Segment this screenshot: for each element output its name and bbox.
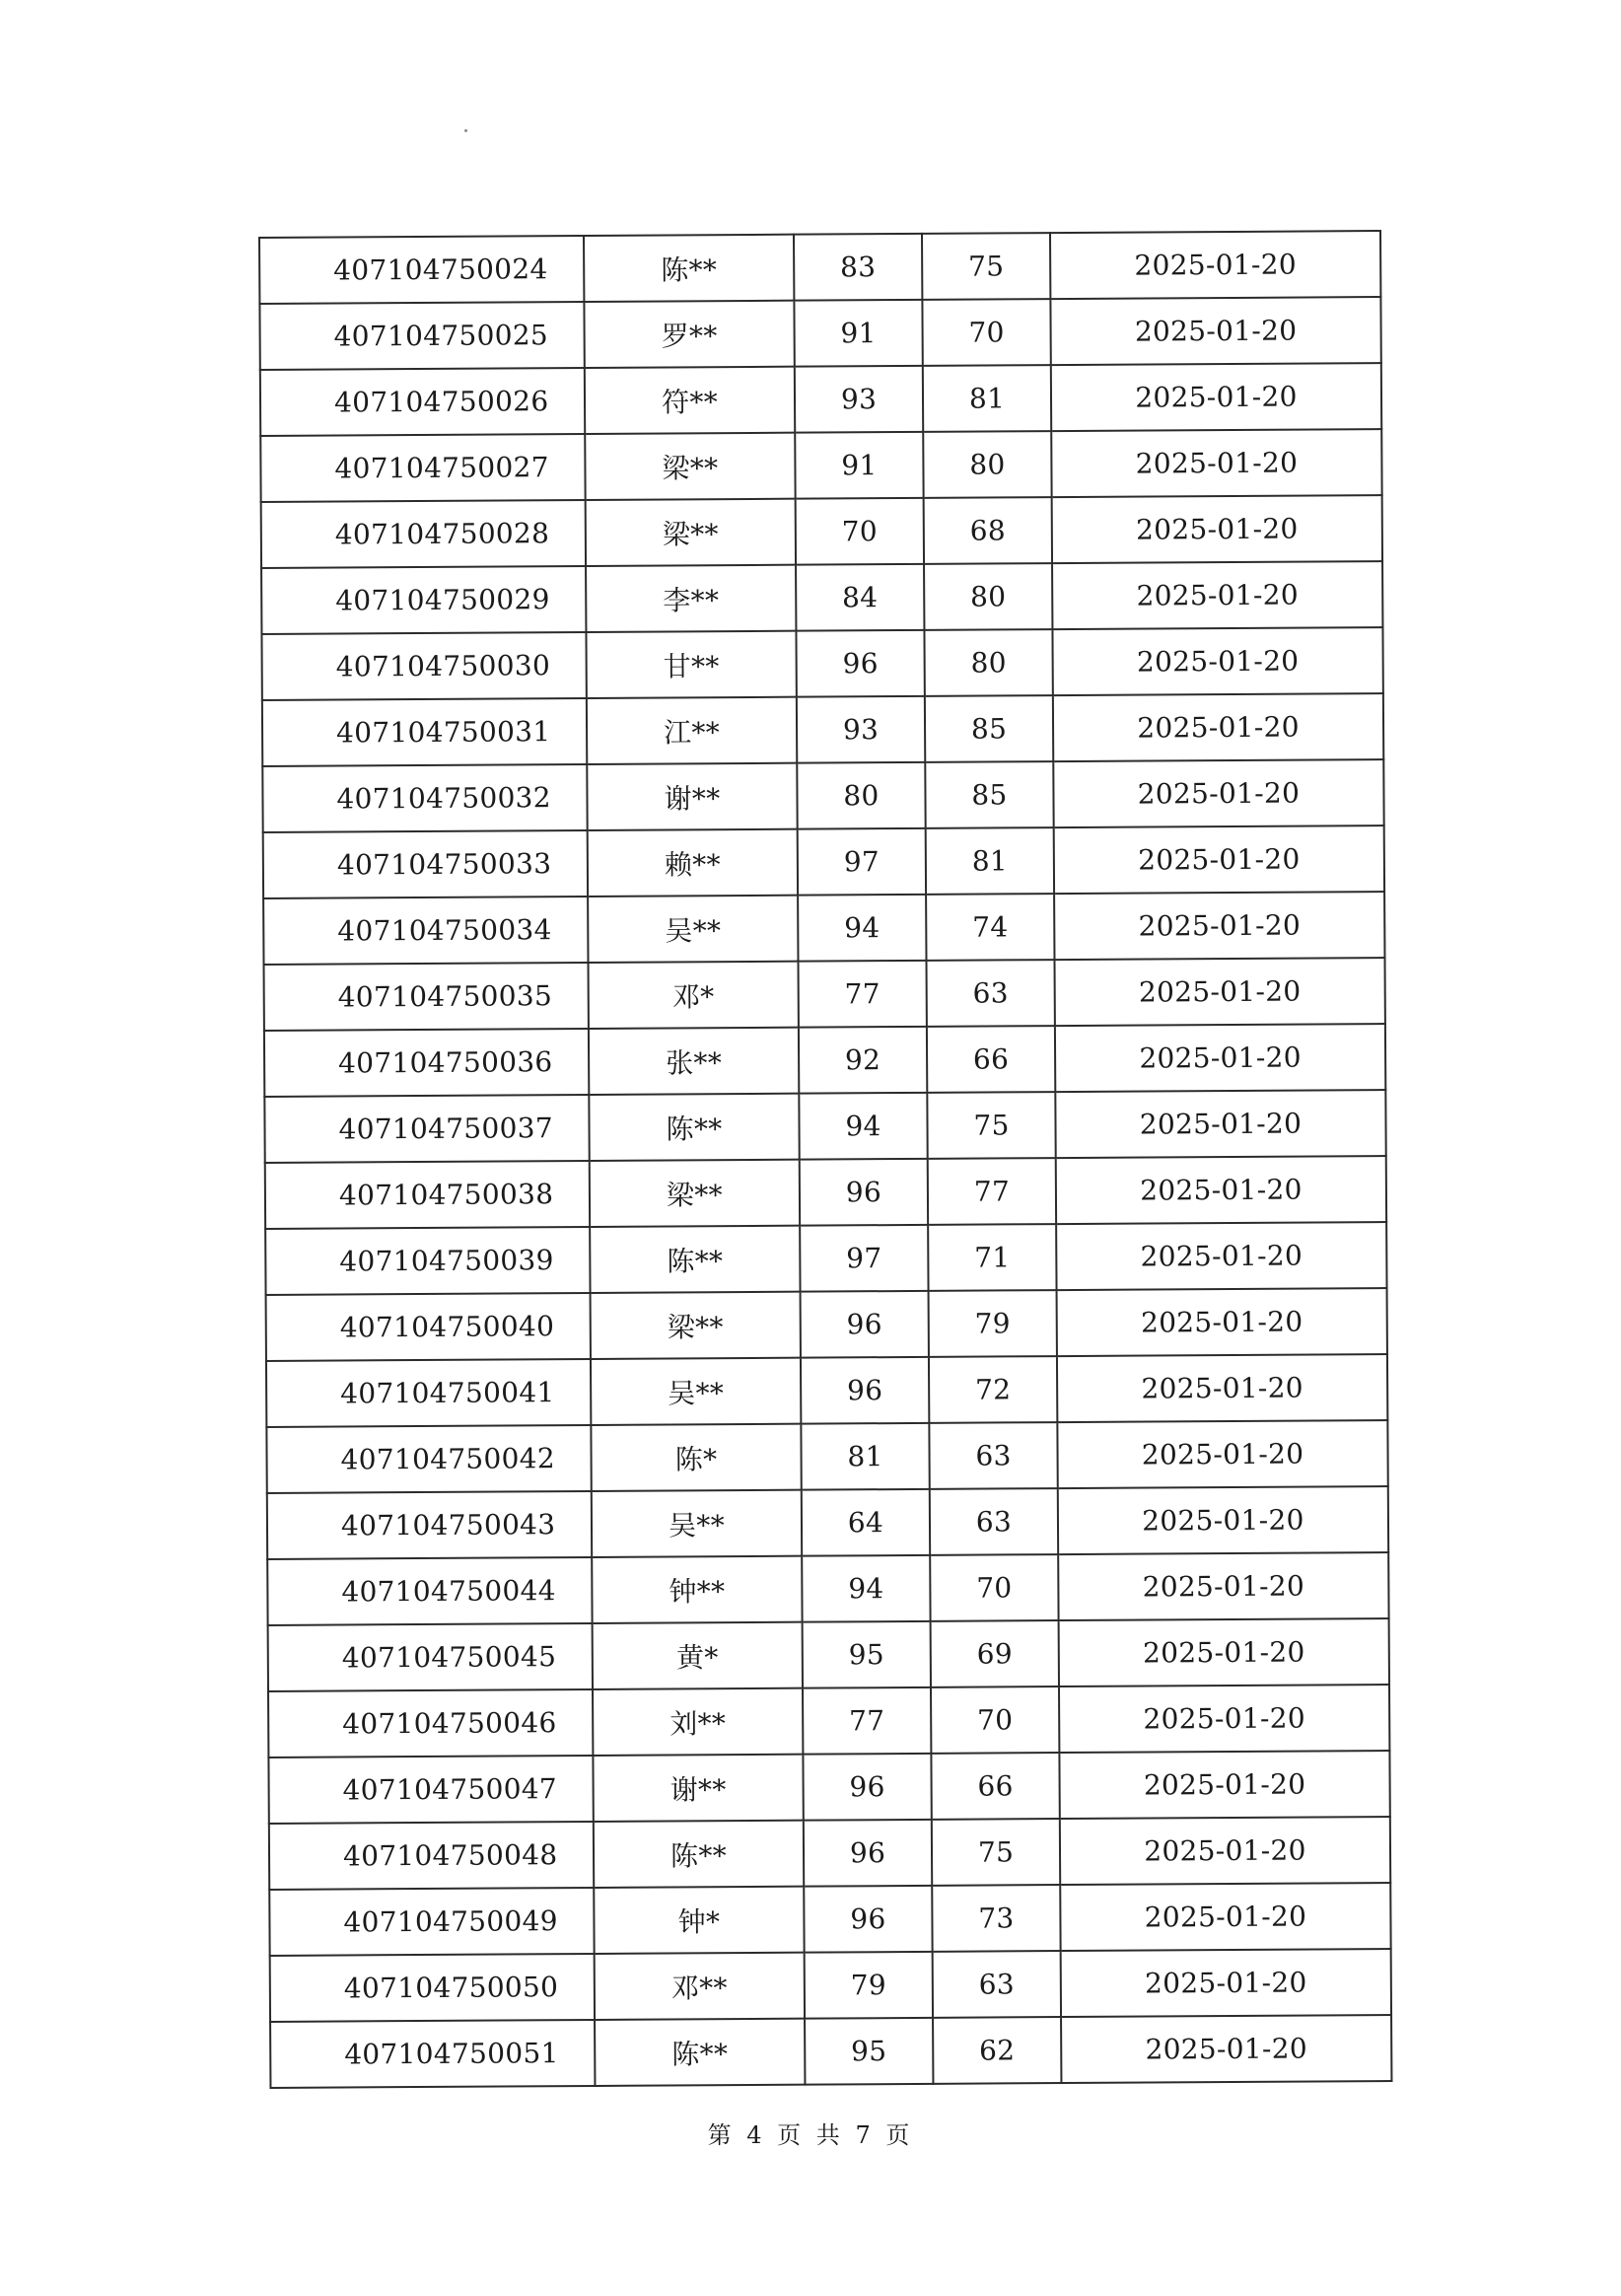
cell-date: 2025-01-20 xyxy=(1059,1685,1389,1753)
cell-name: 陈** xyxy=(584,235,794,302)
cell-date: 2025-01-20 xyxy=(1050,297,1380,365)
cell-score-1: 96 xyxy=(801,1357,929,1424)
table-row xyxy=(268,1618,1389,1691)
cell-score-1: 96 xyxy=(800,1159,928,1226)
cell-score-1: 97 xyxy=(800,1225,928,1292)
cell-score-2: 75 xyxy=(932,1819,1060,1886)
cell-exam-id: 407104750036 xyxy=(264,1029,589,1097)
cell-name: 陈** xyxy=(594,1821,804,1888)
cell-exam-id: 407104750046 xyxy=(268,1689,593,1758)
cell-date: 2025-01-20 xyxy=(1056,1222,1386,1290)
cell-score-1: 79 xyxy=(805,1952,933,2019)
table-row xyxy=(267,1486,1388,1559)
cell-score-1: 94 xyxy=(799,1093,927,1160)
cell-score-2: 80 xyxy=(924,629,1052,696)
cell-score-1: 96 xyxy=(804,1820,932,1887)
cell-date: 2025-01-20 xyxy=(1055,1090,1385,1158)
cell-name: 钟* xyxy=(594,1887,804,1954)
cell-date: 2025-01-20 xyxy=(1057,1354,1387,1422)
results-table xyxy=(258,230,1392,2089)
cell-name: 陈* xyxy=(591,1424,801,1491)
cell-exam-id: 407104750030 xyxy=(261,632,586,700)
cell-name: 梁** xyxy=(590,1160,800,1227)
cell-score-1: 93 xyxy=(797,696,925,763)
cell-score-1: 97 xyxy=(798,828,926,896)
cell-score-2: 63 xyxy=(929,1422,1057,1489)
cell-date: 2025-01-20 xyxy=(1060,1883,1390,1951)
cell-score-2: 70 xyxy=(922,299,1050,366)
cell-name: 江** xyxy=(587,697,797,764)
table-row xyxy=(267,1552,1388,1625)
table-row xyxy=(266,1288,1387,1361)
table-row xyxy=(268,1685,1389,1758)
results-table-body xyxy=(259,231,1391,2088)
cell-name: 谢** xyxy=(587,763,797,830)
cell-date: 2025-01-20 xyxy=(1059,1751,1389,1819)
cell-exam-id: 407104750026 xyxy=(260,368,585,436)
cell-date: 2025-01-20 xyxy=(1057,1420,1387,1488)
cell-name: 邓** xyxy=(595,1953,805,2020)
cell-exam-id: 407104750043 xyxy=(267,1491,592,1559)
cell-score-2: 62 xyxy=(933,2017,1061,2084)
cell-date: 2025-01-20 xyxy=(1054,825,1384,894)
cell-date: 2025-01-20 xyxy=(1058,1486,1388,1554)
cell-exam-id: 407104750025 xyxy=(259,302,584,370)
cell-score-2: 63 xyxy=(933,1951,1061,2018)
cell-exam-id: 407104750032 xyxy=(262,764,587,832)
scan-speck xyxy=(464,129,467,132)
cell-score-2: 70 xyxy=(930,1554,1058,1621)
cell-score-1: 94 xyxy=(802,1555,930,1622)
cell-name: 谢** xyxy=(593,1755,803,1822)
cell-date: 2025-01-20 xyxy=(1050,231,1380,299)
cell-score-1: 96 xyxy=(796,630,924,697)
cell-score-1: 91 xyxy=(794,300,922,367)
cell-exam-id: 407104750044 xyxy=(267,1557,592,1625)
cell-name: 张** xyxy=(589,1028,799,1095)
cell-date: 2025-01-20 xyxy=(1053,693,1383,761)
cell-score-2: 63 xyxy=(926,960,1054,1027)
table-row xyxy=(268,1751,1389,1824)
cell-name: 吴** xyxy=(591,1358,801,1425)
cell-exam-id: 407104750031 xyxy=(262,698,587,766)
cell-date: 2025-01-20 xyxy=(1059,1618,1389,1686)
cell-exam-id: 407104750051 xyxy=(270,2020,595,2088)
cell-exam-id: 407104750038 xyxy=(265,1161,590,1229)
table-row xyxy=(263,892,1384,965)
table-row xyxy=(270,1949,1391,2022)
cell-name: 陈** xyxy=(589,1094,799,1161)
cell-score-1: 96 xyxy=(803,1754,931,1821)
cell-score-1: 83 xyxy=(794,234,922,301)
cell-name: 陈** xyxy=(590,1226,800,1293)
table-row xyxy=(261,561,1382,634)
cell-score-2: 72 xyxy=(929,1356,1057,1423)
table-row xyxy=(264,1090,1385,1163)
cell-name: 罗** xyxy=(584,301,794,368)
cell-score-2: 66 xyxy=(927,1026,1055,1093)
cell-score-2: 85 xyxy=(925,695,1053,762)
cell-exam-id: 407104750040 xyxy=(266,1293,591,1361)
cell-score-2: 74 xyxy=(926,894,1054,961)
cell-exam-id: 407104750039 xyxy=(265,1227,590,1295)
cell-name: 赖** xyxy=(588,829,798,897)
cell-exam-id: 407104750045 xyxy=(268,1623,593,1691)
cell-score-1: 84 xyxy=(796,564,924,631)
cell-name: 梁** xyxy=(585,433,795,500)
cell-score-2: 68 xyxy=(924,497,1052,564)
cell-exam-id: 407104750050 xyxy=(270,1954,595,2022)
cell-score-1: 91 xyxy=(795,432,923,499)
cell-score-1: 70 xyxy=(796,498,924,565)
cell-date: 2025-01-20 xyxy=(1052,627,1382,695)
cell-score-2: 77 xyxy=(928,1158,1056,1225)
cell-score-1: 64 xyxy=(802,1489,930,1556)
cell-date: 2025-01-20 xyxy=(1061,2015,1391,2083)
cell-name: 黄* xyxy=(593,1622,803,1689)
results-sheet xyxy=(258,230,1390,2089)
cell-score-1: 95 xyxy=(803,1621,931,1688)
cell-name: 钟** xyxy=(592,1556,802,1623)
cell-date: 2025-01-20 xyxy=(1056,1156,1386,1224)
table-row xyxy=(262,759,1383,832)
cell-date: 2025-01-20 xyxy=(1055,1024,1385,1092)
cell-score-2: 85 xyxy=(925,761,1053,828)
cell-name: 李** xyxy=(586,565,796,632)
cell-score-2: 75 xyxy=(927,1092,1055,1159)
table-row xyxy=(264,958,1385,1031)
table-row xyxy=(260,363,1381,436)
cell-score-1: 81 xyxy=(801,1423,929,1490)
cell-score-2: 80 xyxy=(924,563,1052,630)
cell-exam-id: 407104750049 xyxy=(269,1888,594,1956)
table-row xyxy=(266,1420,1387,1493)
cell-date: 2025-01-20 xyxy=(1060,1817,1390,1885)
cell-exam-id: 407104750027 xyxy=(260,434,585,502)
cell-score-1: 80 xyxy=(797,762,925,829)
cell-name: 符** xyxy=(585,367,795,434)
cell-date: 2025-01-20 xyxy=(1053,759,1383,827)
cell-exam-id: 407104750033 xyxy=(263,830,588,898)
table-row xyxy=(261,627,1382,700)
cell-score-1: 96 xyxy=(801,1291,929,1358)
table-row xyxy=(269,1817,1390,1890)
cell-name: 刘** xyxy=(593,1688,803,1756)
table-row xyxy=(266,1354,1387,1427)
cell-exam-id: 407104750047 xyxy=(268,1756,593,1824)
cell-exam-id: 407104750024 xyxy=(259,236,584,304)
table-row xyxy=(260,429,1381,502)
table-row xyxy=(263,825,1384,898)
table-row xyxy=(270,2015,1391,2088)
cell-exam-id: 407104750028 xyxy=(261,500,586,568)
cell-date: 2025-01-20 xyxy=(1057,1288,1387,1356)
table-row xyxy=(259,297,1380,370)
cell-date: 2025-01-20 xyxy=(1061,1949,1391,2017)
cell-score-2: 70 xyxy=(931,1686,1059,1754)
cell-exam-id: 407104750037 xyxy=(264,1095,589,1163)
cell-name: 梁** xyxy=(591,1292,801,1359)
cell-score-2: 79 xyxy=(929,1290,1057,1357)
cell-date: 2025-01-20 xyxy=(1058,1552,1388,1620)
cell-score-1: 92 xyxy=(799,1027,927,1094)
table-row xyxy=(265,1156,1386,1229)
table-row xyxy=(261,495,1382,568)
cell-date: 2025-01-20 xyxy=(1052,495,1382,563)
cell-score-1: 77 xyxy=(803,1687,931,1755)
cell-exam-id: 407104750048 xyxy=(269,1822,594,1890)
cell-date: 2025-01-20 xyxy=(1051,363,1381,431)
cell-exam-id: 407104750042 xyxy=(266,1425,591,1493)
cell-name: 吴** xyxy=(592,1490,802,1557)
page-footer: 第 4 页 共 7 页 xyxy=(707,2121,914,2149)
cell-name: 邓* xyxy=(589,962,799,1029)
cell-name: 梁** xyxy=(586,499,796,566)
cell-name: 甘** xyxy=(586,631,796,698)
cell-score-2: 71 xyxy=(928,1224,1056,1291)
cell-score-2: 69 xyxy=(931,1620,1059,1687)
table-row xyxy=(265,1222,1386,1295)
cell-date: 2025-01-20 xyxy=(1054,958,1384,1026)
cell-score-2: 75 xyxy=(922,233,1050,300)
cell-score-2: 81 xyxy=(926,827,1054,895)
table-row xyxy=(264,1024,1385,1097)
cell-score-1: 95 xyxy=(805,2018,933,2085)
cell-exam-id: 407104750034 xyxy=(263,897,588,965)
cell-score-2: 66 xyxy=(931,1753,1059,1820)
cell-score-1: 94 xyxy=(798,895,926,962)
cell-score-1: 96 xyxy=(804,1886,932,1953)
table-row xyxy=(262,693,1383,766)
cell-exam-id: 407104750041 xyxy=(266,1359,591,1427)
cell-score-2: 63 xyxy=(930,1488,1058,1555)
cell-date: 2025-01-20 xyxy=(1054,892,1384,960)
cell-exam-id: 407104750035 xyxy=(264,963,589,1031)
cell-score-1: 93 xyxy=(795,366,923,433)
cell-date: 2025-01-20 xyxy=(1051,429,1381,497)
cell-score-2: 73 xyxy=(932,1885,1060,1952)
table-row xyxy=(259,231,1380,304)
cell-exam-id: 407104750029 xyxy=(261,566,586,634)
cell-score-1: 77 xyxy=(798,961,926,1028)
cell-score-2: 81 xyxy=(923,365,1051,432)
cell-score-2: 80 xyxy=(923,431,1051,498)
cell-name: 陈** xyxy=(595,2019,805,2086)
cell-name: 吴** xyxy=(588,896,798,963)
cell-date: 2025-01-20 xyxy=(1052,561,1382,629)
table-row xyxy=(269,1883,1390,1956)
